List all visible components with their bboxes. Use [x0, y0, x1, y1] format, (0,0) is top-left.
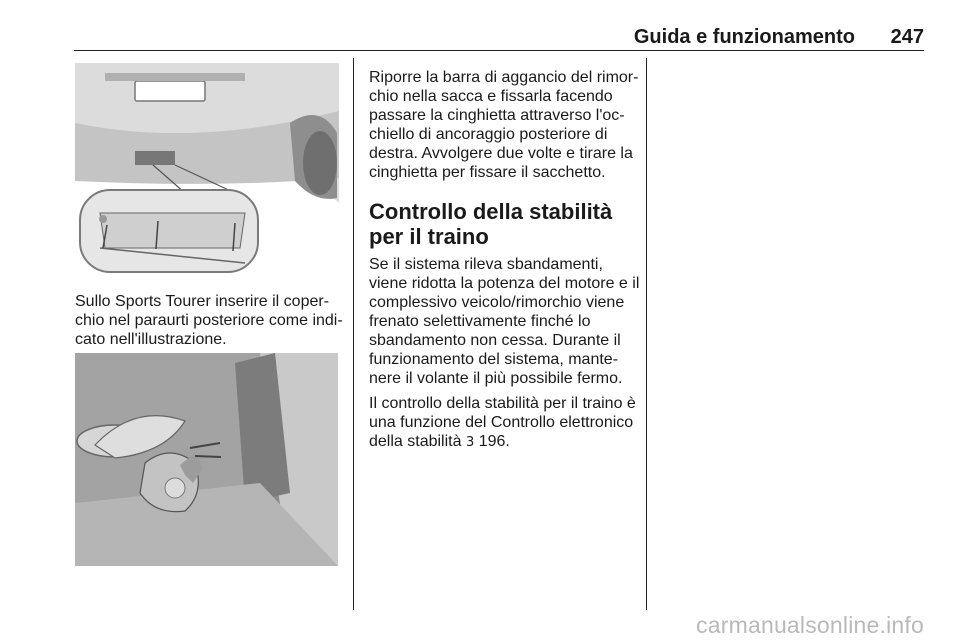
page-header-title: Guida e funzionamento: [633, 26, 855, 48]
column-divider-right: [646, 58, 647, 610]
stow-towbar-paragraph: Riporre la barra di aggancio del rimor- chio nella sacca e fissarla facendo passare la cinghietta attraverso l'oc- chiello di ancoraggio posteriore di destra. Avvolgere due volte e tirare la cinghietta per fissare il sacchetto.: [369, 69, 639, 181]
car-rear-bumper-figure: [75, 63, 339, 276]
stability-esc-paragraph: [369, 394, 641, 452]
stability-esc-text: Il controllo della stabilità per il traino è una funzione del Controllo elettronico della stabilità: [369, 395, 636, 450]
bumper-cover-instruction: Sullo Sports Tourer inserire il coper- chio nel paraurti posteriore come indi- cato nell'illustrazione.: [75, 293, 343, 348]
page-reference-link[interactable]: 196.: [478, 433, 510, 450]
column-divider-left: [353, 58, 354, 610]
header-divider: [74, 50, 924, 51]
section-heading-trailer-stability: Controllo della stabilità per il traino: [369, 199, 613, 249]
page-reference-arrow-icon: 3: [465, 435, 475, 450]
stability-description-paragraph: Se il sistema rileva sbandamenti, viene ridotta la potenza del motore e il complessivo veicolo/rimorchio viene frenato selettivamente finché lo sbandamento non cessa. Durante il funzionamento del sistema, mante- nere il volante il più possibile fermo.: [369, 256, 640, 387]
trunk-storage-bag-figure: [75, 353, 338, 566]
watermark-text: carmanualsonline.info: [696, 612, 924, 638]
page-number: 247: [890, 26, 924, 48]
